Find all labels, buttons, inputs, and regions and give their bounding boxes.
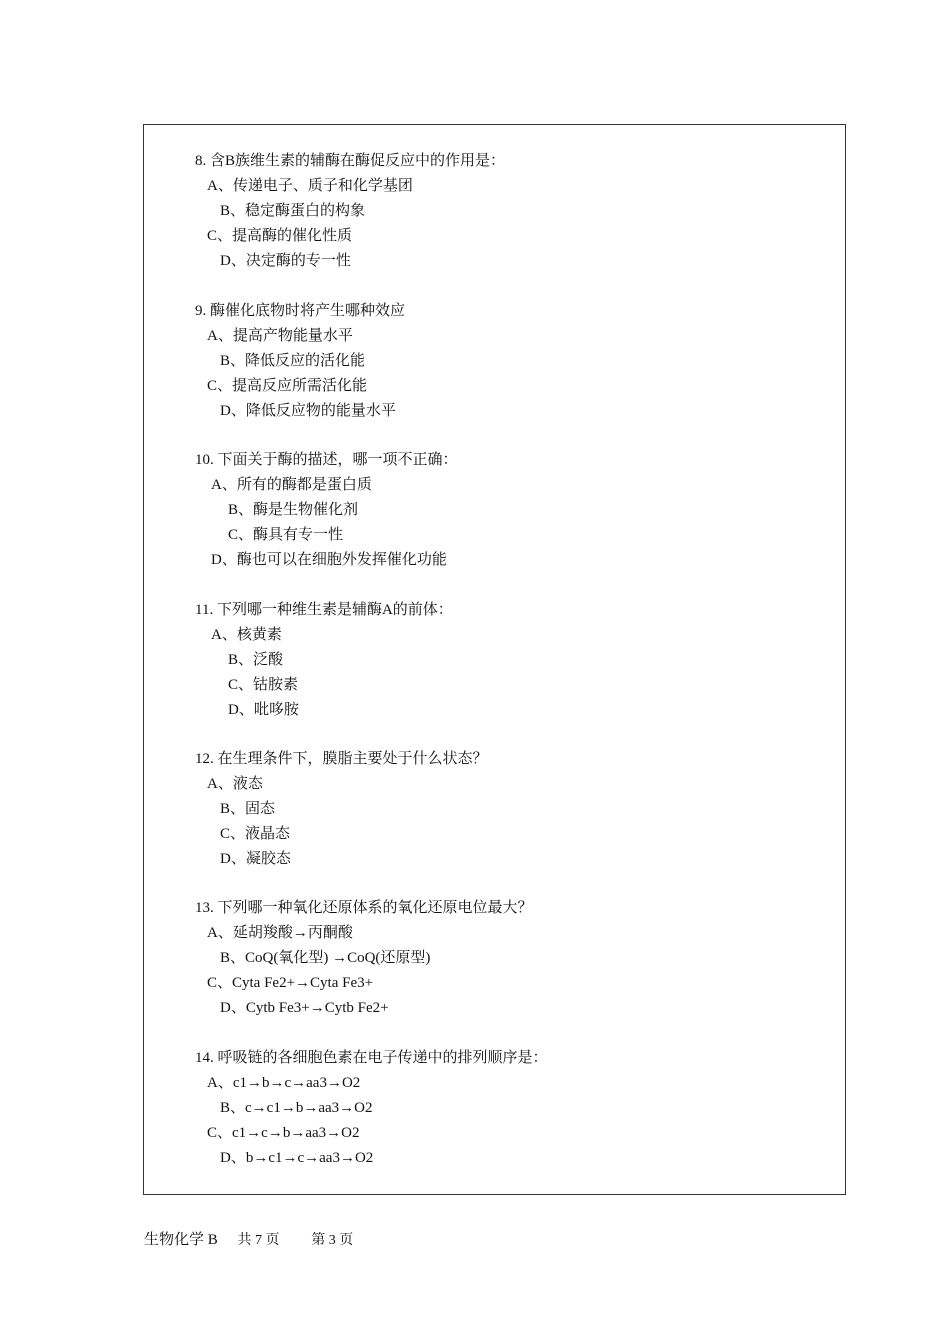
option-d: D、酶也可以在细胞外发挥催化功能 — [211, 552, 447, 568]
question-stem: 12. 在生理条件下，膜脂主要处于什么状态？ — [195, 751, 488, 767]
question-stem: 10. 下面关于酶的描述，哪一项不正确： — [195, 452, 458, 468]
question-10 — [195, 448, 835, 573]
option-d: D、b→c1→c→aa3→O2 — [220, 1150, 374, 1166]
option-d: D、吡哆胺 — [228, 702, 299, 718]
option-b: B、稳定酶蛋白的构象 — [220, 203, 366, 219]
question-14 — [195, 1046, 835, 1171]
option-c: C、酶具有专一性 — [228, 527, 344, 543]
option-c: C、Cyta Fe2+→Cyta Fe3+ — [207, 975, 374, 991]
option-b: B、降低反应的活化能 — [220, 353, 366, 369]
option-c: C、c1→c→b→aa3→O2 — [207, 1125, 360, 1141]
option-c: C、提高反应所需活化能 — [207, 378, 368, 394]
option-a: A、液态 — [207, 776, 263, 792]
option-c: C、钴胺素 — [228, 677, 299, 693]
question-stem: 9. 酶催化底物时将产生哪种效应 — [195, 303, 406, 319]
option-b: B、CoQ(氧化型) →CoQ(还原型) — [220, 950, 431, 966]
question-stem: 8. 含B族维生素的辅酶在酶促反应中的作用是： — [195, 153, 506, 169]
option-a: A、传递电子、质子和化学基团 — [207, 178, 413, 194]
option-c: C、液晶态 — [220, 826, 291, 842]
question-13 — [195, 896, 835, 1021]
page-footer — [144, 1228, 353, 1252]
option-b: B、泛酸 — [228, 652, 284, 668]
option-b: B、固态 — [220, 801, 276, 817]
question-stem: 13. 下列哪一种氧化还原体系的氧化还原电位最大？ — [195, 900, 533, 916]
option-d: D、决定酶的专一性 — [220, 253, 351, 269]
question-stem: 11. 下列哪一种维生素是辅酶A的前体： — [195, 602, 453, 618]
option-a: A、提高产物能量水平 — [207, 328, 353, 344]
total-pages: 共 7 页 — [237, 1233, 280, 1248]
option-a: A、所有的酶都是蛋白质 — [211, 477, 372, 493]
course-name: 生物化学 B — [144, 1232, 218, 1248]
option-d: D、凝胶态 — [220, 851, 291, 867]
option-a: A、延胡羧酸→丙酮酸 — [207, 925, 353, 941]
option-d: D、降低反应物的能量水平 — [220, 403, 396, 419]
option-d: D、Cytb Fe3+→Cytb Fe2+ — [220, 1000, 389, 1016]
exam-page-frame — [143, 124, 846, 1195]
option-b: B、c→c1→b→aa3→O2 — [220, 1100, 373, 1116]
question-stem: 14. 呼吸链的各细胞色素在电子传递中的排列顺序是： — [195, 1050, 548, 1066]
option-a: A、c1→b→c→aa3→O2 — [207, 1075, 361, 1091]
question-9 — [195, 299, 835, 424]
option-c: C、提高酶的催化性质 — [207, 228, 353, 244]
page-number: 第 3 页 — [311, 1233, 354, 1248]
option-a: A、核黄素 — [211, 627, 282, 643]
option-b: B、酶是生物催化剂 — [228, 502, 359, 518]
question-11 — [195, 598, 835, 723]
question-8 — [195, 149, 835, 274]
question-12 — [195, 747, 835, 872]
